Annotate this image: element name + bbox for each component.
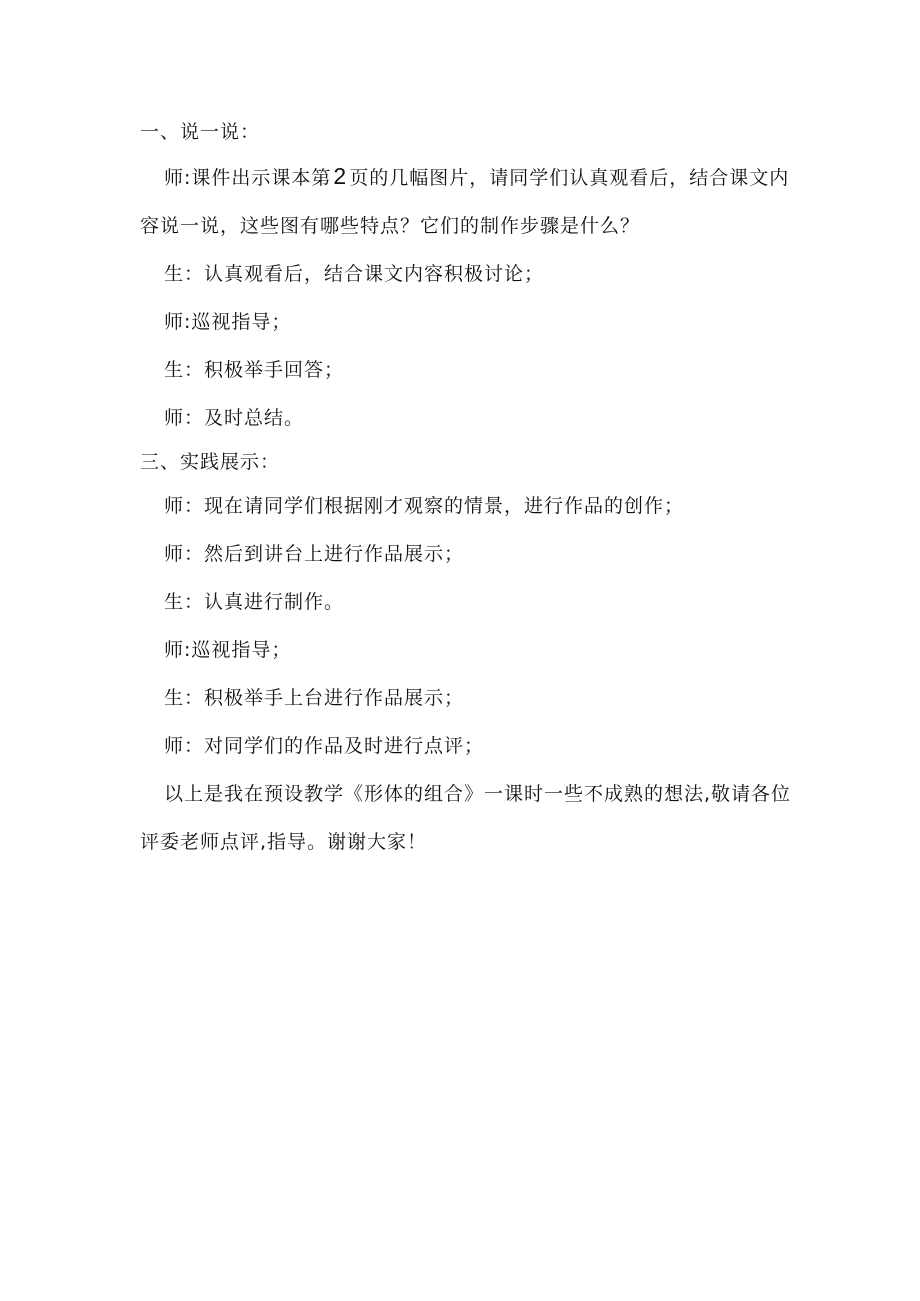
dialogue-line: 师:巡视指导； [164, 311, 292, 333]
document-body [140, 112, 800, 866]
dialogue-line: 师:巡视指导； [164, 639, 292, 661]
dialogue-line: 生：积极举手回答； [164, 359, 345, 381]
dialogue-line: 师：对同学们的作品及时进行点评； [164, 735, 485, 757]
dialogue-line: 师：然后到讲台上进行作品展示； [164, 543, 465, 565]
intro-prefix: 师:课件出示课本第 [164, 167, 332, 189]
dialogue-line: 师：现在请同学们根据刚才观察的情景，进行作品的创作； [164, 495, 685, 517]
section-heading-speak: 一、说一说： [140, 121, 261, 143]
section-heading-practice: 三、实践展示： [140, 451, 281, 473]
closing-paragraph: 以上是我在预设教学《形体的组合》一课时一些不成熟的想法,敬请各位评委老师点评,指导。谢谢大家！ [140, 783, 792, 853]
dialogue-line: 生：认真进行制作。 [164, 591, 345, 613]
teacher-intro-paragraph [140, 152, 800, 250]
dialogue-line: 生：认真观看后，结合课文内容积极讨论； [164, 263, 545, 285]
dialogue-line: 生：积极举手上台进行作品展示； [164, 687, 465, 709]
intro-suffix: 页的几幅图片，请同学们认真观看后，结合课文内容说一说，这些图有哪些特点？它们的制作步骤是什么？ [140, 167, 790, 237]
page-number: 2 [333, 163, 348, 189]
dialogue-line: 师：及时总结。 [164, 407, 305, 429]
